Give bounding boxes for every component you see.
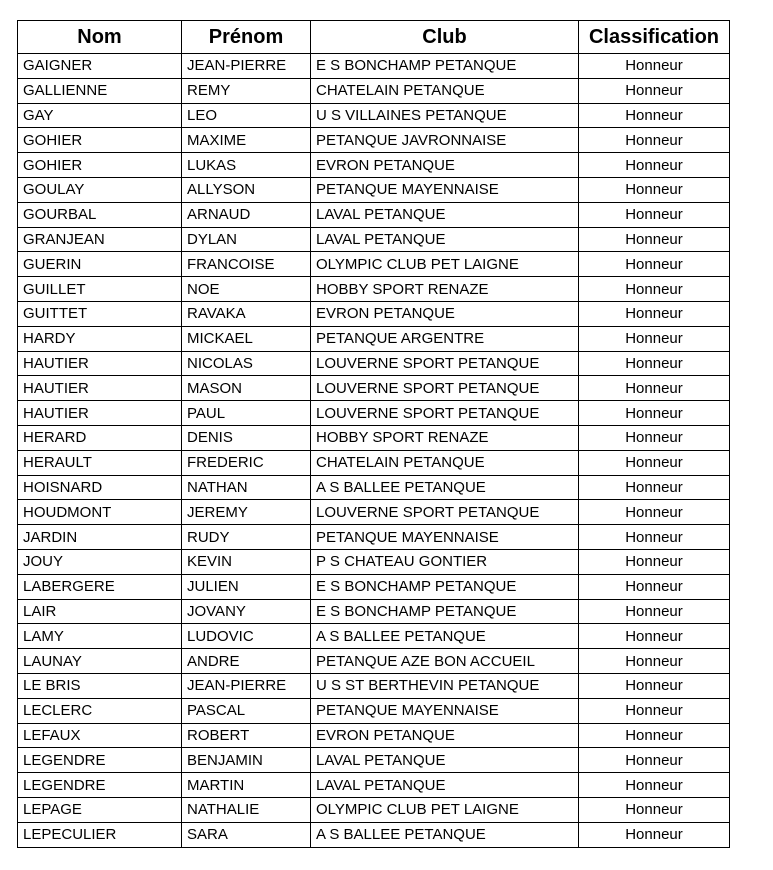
cell-classification: Honneur — [579, 177, 730, 202]
table-row — [18, 277, 730, 302]
cell-classification: Honneur — [579, 202, 730, 227]
cell-prenom: JEAN-PIERRE — [182, 54, 311, 79]
cell-nom: GOHIER — [18, 128, 182, 153]
table-row — [18, 673, 730, 698]
cell-prenom: LEO — [182, 103, 311, 128]
cell-club: EVRON PETANQUE — [311, 301, 579, 326]
cell-nom: GALLIENNE — [18, 78, 182, 103]
cell-club: EVRON PETANQUE — [311, 723, 579, 748]
table-row — [18, 822, 730, 847]
cell-club: LAVAL PETANQUE — [311, 748, 579, 773]
cell-prenom: ROBERT — [182, 723, 311, 748]
table-row — [18, 54, 730, 79]
cell-prenom: JULIEN — [182, 574, 311, 599]
cell-classification: Honneur — [579, 549, 730, 574]
cell-classification: Honneur — [579, 326, 730, 351]
cell-classification: Honneur — [579, 599, 730, 624]
cell-prenom: DENIS — [182, 425, 311, 450]
header-prenom: Prénom — [182, 21, 311, 54]
table-row — [18, 475, 730, 500]
cell-club: E S BONCHAMP PETANQUE — [311, 599, 579, 624]
cell-prenom: FRANCOISE — [182, 252, 311, 277]
cell-classification: Honneur — [579, 227, 730, 252]
cell-prenom: ALLYSON — [182, 177, 311, 202]
cell-club: OLYMPIC CLUB PET LAIGNE — [311, 252, 579, 277]
table-row — [18, 500, 730, 525]
cell-classification: Honneur — [579, 277, 730, 302]
cell-club: LAVAL PETANQUE — [311, 773, 579, 798]
table-row — [18, 574, 730, 599]
cell-club: LAVAL PETANQUE — [311, 227, 579, 252]
cell-nom: HARDY — [18, 326, 182, 351]
cell-prenom: JEREMY — [182, 500, 311, 525]
cell-club: LOUVERNE SPORT PETANQUE — [311, 500, 579, 525]
cell-classification: Honneur — [579, 525, 730, 550]
cell-prenom: RUDY — [182, 525, 311, 550]
cell-nom: JARDIN — [18, 525, 182, 550]
table-row — [18, 549, 730, 574]
cell-classification: Honneur — [579, 78, 730, 103]
table-row — [18, 103, 730, 128]
table-row — [18, 227, 730, 252]
table-row — [18, 78, 730, 103]
table-row — [18, 128, 730, 153]
cell-classification: Honneur — [579, 773, 730, 798]
cell-classification: Honneur — [579, 301, 730, 326]
cell-club: P S CHATEAU GONTIER — [311, 549, 579, 574]
cell-nom: JOUY — [18, 549, 182, 574]
cell-prenom: ARNAUD — [182, 202, 311, 227]
cell-prenom: SARA — [182, 822, 311, 847]
cell-prenom: NOE — [182, 277, 311, 302]
cell-nom: GAY — [18, 103, 182, 128]
table-row — [18, 773, 730, 798]
cell-nom: LAUNAY — [18, 649, 182, 674]
cell-prenom: LUDOVIC — [182, 624, 311, 649]
cell-nom: GOULAY — [18, 177, 182, 202]
cell-club: PETANQUE MAYENNAISE — [311, 177, 579, 202]
cell-prenom: LUKAS — [182, 153, 311, 178]
cell-club: A S BALLEE PETANQUE — [311, 822, 579, 847]
table-row — [18, 649, 730, 674]
cell-nom: LE BRIS — [18, 673, 182, 698]
cell-prenom: NATHAN — [182, 475, 311, 500]
cell-club: OLYMPIC CLUB PET LAIGNE — [311, 797, 579, 822]
cell-nom: HAUTIER — [18, 376, 182, 401]
cell-classification: Honneur — [579, 401, 730, 426]
table-row — [18, 351, 730, 376]
cell-prenom: BENJAMIN — [182, 748, 311, 773]
cell-club: EVRON PETANQUE — [311, 153, 579, 178]
cell-club: PETANQUE ARGENTRE — [311, 326, 579, 351]
cell-club: LOUVERNE SPORT PETANQUE — [311, 376, 579, 401]
cell-club: LOUVERNE SPORT PETANQUE — [311, 401, 579, 426]
cell-classification: Honneur — [579, 723, 730, 748]
cell-classification: Honneur — [579, 797, 730, 822]
cell-classification: Honneur — [579, 103, 730, 128]
cell-nom: LABERGERE — [18, 574, 182, 599]
table-row — [18, 326, 730, 351]
cell-nom: HAUTIER — [18, 401, 182, 426]
cell-nom: HOISNARD — [18, 475, 182, 500]
cell-prenom: RAVAKA — [182, 301, 311, 326]
table-header-row — [18, 21, 730, 54]
cell-prenom: JEAN-PIERRE — [182, 673, 311, 698]
table-row — [18, 301, 730, 326]
cell-classification: Honneur — [579, 351, 730, 376]
table-row — [18, 401, 730, 426]
cell-nom: HOUDMONT — [18, 500, 182, 525]
cell-nom: GOURBAL — [18, 202, 182, 227]
table-row — [18, 748, 730, 773]
cell-club: U S VILLAINES PETANQUE — [311, 103, 579, 128]
cell-classification: Honneur — [579, 475, 730, 500]
table-row — [18, 797, 730, 822]
cell-nom: LEPECULIER — [18, 822, 182, 847]
table-row — [18, 376, 730, 401]
player-classification-table — [17, 20, 730, 848]
table-row — [18, 599, 730, 624]
cell-classification: Honneur — [579, 822, 730, 847]
cell-club: LOUVERNE SPORT PETANQUE — [311, 351, 579, 376]
table-row — [18, 202, 730, 227]
header-classification: Classification — [579, 21, 730, 54]
cell-classification: Honneur — [579, 748, 730, 773]
table-row — [18, 450, 730, 475]
cell-nom: GUITTET — [18, 301, 182, 326]
cell-prenom: PAUL — [182, 401, 311, 426]
cell-classification: Honneur — [579, 128, 730, 153]
cell-nom: LEGENDRE — [18, 773, 182, 798]
cell-classification: Honneur — [579, 376, 730, 401]
cell-classification: Honneur — [579, 624, 730, 649]
cell-club: LAVAL PETANQUE — [311, 202, 579, 227]
table-row — [18, 425, 730, 450]
cell-nom: LEFAUX — [18, 723, 182, 748]
cell-prenom: NATHALIE — [182, 797, 311, 822]
cell-nom: HERAULT — [18, 450, 182, 475]
cell-prenom: MARTIN — [182, 773, 311, 798]
header-club: Club — [311, 21, 579, 54]
cell-classification: Honneur — [579, 252, 730, 277]
cell-club: U S ST BERTHEVIN PETANQUE — [311, 673, 579, 698]
cell-prenom: DYLAN — [182, 227, 311, 252]
cell-classification: Honneur — [579, 574, 730, 599]
cell-nom: GUILLET — [18, 277, 182, 302]
cell-nom: HERARD — [18, 425, 182, 450]
cell-nom: HAUTIER — [18, 351, 182, 376]
cell-club: HOBBY SPORT RENAZE — [311, 425, 579, 450]
cell-classification: Honneur — [579, 649, 730, 674]
cell-classification: Honneur — [579, 425, 730, 450]
table-row — [18, 723, 730, 748]
cell-club: A S BALLEE PETANQUE — [311, 624, 579, 649]
cell-classification: Honneur — [579, 450, 730, 475]
cell-nom: GOHIER — [18, 153, 182, 178]
cell-nom: GRANJEAN — [18, 227, 182, 252]
cell-classification: Honneur — [579, 673, 730, 698]
cell-club: PETANQUE JAVRONNAISE — [311, 128, 579, 153]
cell-club: PETANQUE MAYENNAISE — [311, 698, 579, 723]
cell-club: PETANQUE MAYENNAISE — [311, 525, 579, 550]
cell-nom: LEGENDRE — [18, 748, 182, 773]
cell-nom: LEPAGE — [18, 797, 182, 822]
table-body — [18, 54, 730, 848]
cell-prenom: MASON — [182, 376, 311, 401]
header-nom: Nom — [18, 21, 182, 54]
cell-prenom: PASCAL — [182, 698, 311, 723]
table-row — [18, 525, 730, 550]
table-row — [18, 177, 730, 202]
cell-prenom: MICKAEL — [182, 326, 311, 351]
cell-nom: GUERIN — [18, 252, 182, 277]
cell-club: CHATELAIN PETANQUE — [311, 450, 579, 475]
cell-nom: LAMY — [18, 624, 182, 649]
cell-prenom: NICOLAS — [182, 351, 311, 376]
cell-club: A S BALLEE PETANQUE — [311, 475, 579, 500]
table-row — [18, 698, 730, 723]
cell-nom: LECLERC — [18, 698, 182, 723]
cell-classification: Honneur — [579, 500, 730, 525]
table-row — [18, 252, 730, 277]
cell-club: PETANQUE AZE BON ACCUEIL — [311, 649, 579, 674]
cell-prenom: FREDERIC — [182, 450, 311, 475]
cell-club: E S BONCHAMP PETANQUE — [311, 574, 579, 599]
cell-prenom: KEVIN — [182, 549, 311, 574]
cell-prenom: JOVANY — [182, 599, 311, 624]
table-row — [18, 624, 730, 649]
table-row — [18, 153, 730, 178]
cell-nom: GAIGNER — [18, 54, 182, 79]
cell-club: E S BONCHAMP PETANQUE — [311, 54, 579, 79]
cell-classification: Honneur — [579, 153, 730, 178]
cell-prenom: REMY — [182, 78, 311, 103]
cell-classification: Honneur — [579, 698, 730, 723]
cell-nom: LAIR — [18, 599, 182, 624]
cell-club: CHATELAIN PETANQUE — [311, 78, 579, 103]
cell-prenom: MAXIME — [182, 128, 311, 153]
cell-club: HOBBY SPORT RENAZE — [311, 277, 579, 302]
cell-prenom: ANDRE — [182, 649, 311, 674]
cell-classification: Honneur — [579, 54, 730, 79]
